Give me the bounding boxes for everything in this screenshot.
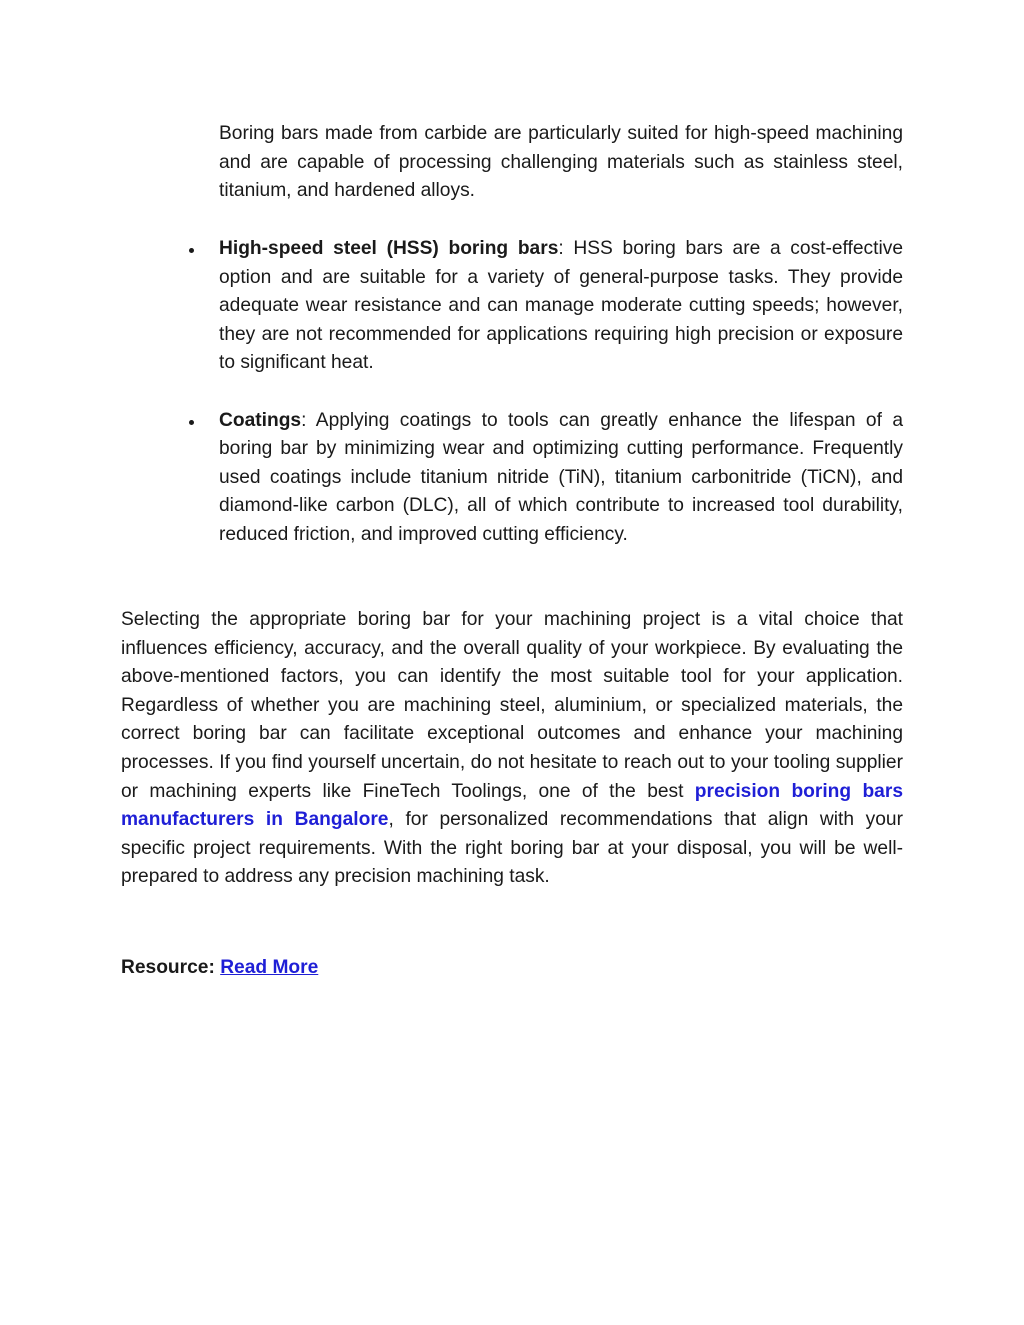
read-more-link[interactable]: Read More <box>220 957 319 978</box>
list-item-hss <box>219 235 903 378</box>
carbide-continuation-text: Boring bars made from carbide are particularly suited for high-speed machining and are capable of processing challenging materials such as stainless steel, titanium, and hardened alloys. <box>219 123 903 202</box>
conclusion-text-before-link: Selecting the appropriate boring bar for your machining project is a vital choice that influences efficiency, accuracy, and the overall quality of your workpiece. By evaluating the above-mentioned factors, you can identify the most suitable tool for your application. Regardless of whether you are machining steel, aluminium, or specialized materials, the correct boring bar can facilitate exceptional outcomes and enhance your machining processes. If you find yourself uncertain, do not hesitate to reach out to your tooling supplier or machining experts like FineTech Toolings, one of the best <box>121 609 903 802</box>
list-item-term: High-speed steel (HSS) boring bars <box>219 238 559 259</box>
bullet-icon <box>189 248 194 253</box>
list-item-text: : Applying coatings to tools can greatly enhance the lifespan of a boring bar by minimizing wear and optimizing cutting performance. Frequently used coatings include titanium nitride (TiN), titanium carbonitride (TiCN), and diamond-like carbon (DLC), all of which contribute to increased tool durability, reduced friction, and improved cutting efficiency. <box>219 409 903 545</box>
carbide-continuation-paragraph <box>219 120 903 206</box>
list-item-term: Coatings <box>219 409 302 431</box>
bullet-icon <box>189 420 194 425</box>
list-item-text: : HSS boring bars are a cost-effective option and are suitable for a variety of general-purpose tasks. They provide adequate wear resistance and can manage moderate cutting speeds; however, they are not recommended for applications requiring high precision or exposure to significant heat. <box>219 238 903 374</box>
manufacturers-link[interactable]: precision boring bars manufacturers in Bangalore <box>121 780 903 831</box>
boring-bar-options-list <box>219 235 903 578</box>
list-item-coatings <box>219 407 903 550</box>
conclusion-text-after-link: , for personalized recommendations that align with your specific project requirements. With the right boring bar at your disposal, you will be well-prepared to address any precision machining task. <box>121 809 903 888</box>
resource-line <box>121 954 903 983</box>
conclusion-paragraph <box>121 606 903 892</box>
resource-label: Resource: <box>121 957 215 978</box>
